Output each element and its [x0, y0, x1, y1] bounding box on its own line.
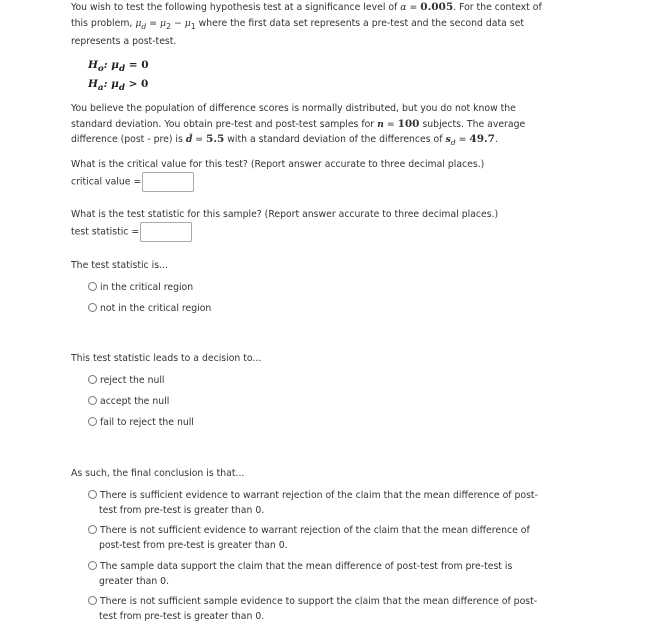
mu-symbol: μ: [184, 17, 191, 29]
equals-sign: =: [455, 134, 470, 145]
region-option[interactable]: [88, 280, 193, 295]
n-symbol: n: [377, 118, 384, 130]
critical-value-row: [71, 172, 194, 192]
hypothesis-value: = 0: [125, 59, 149, 71]
n-value: 100: [397, 117, 420, 130]
setup-paragraph: [71, 101, 661, 150]
radio-button[interactable]: [88, 525, 97, 534]
alpha-symbol: α: [400, 2, 407, 13]
conclusion-option[interactable]: [88, 488, 538, 518]
sd-subscript: d: [450, 137, 456, 147]
setup-line-2: [71, 117, 661, 133]
option-label: There is not sufficient sample evidence to support the claim that the mean difference of post-: [100, 596, 538, 607]
mu-subscript: d: [118, 83, 125, 94]
option-label: test from pre-test is greater than 0.: [99, 611, 265, 622]
mu-symbol: μ: [135, 17, 142, 29]
conclusion-option[interactable]: [88, 559, 512, 589]
minus-sign: −: [171, 17, 185, 29]
conclusion-option[interactable]: [88, 523, 530, 553]
h-symbol: H: [88, 78, 98, 91]
decision-option[interactable]: [88, 394, 169, 409]
option-label: test from pre-test is greater than 0.: [99, 505, 265, 516]
radio-button[interactable]: [88, 417, 97, 426]
option-label: post-test from pre-test is greater than 0.: [99, 540, 288, 551]
conclusion-question: As such, the final conclusion is that...: [71, 468, 245, 479]
mu-symbol: μ: [160, 17, 167, 29]
radio-button[interactable]: [88, 396, 97, 405]
h-symbol: H: [88, 59, 98, 71]
critical-value-question: What is the critical value for this test? (Report answer accurate to three decimal places.): [71, 159, 485, 170]
decision-question: This test statistic leads to a decision to...: [71, 353, 262, 364]
intro-text: where the first data set represents a pre-test and the second data set: [195, 17, 524, 29]
intro-line-2: [71, 16, 661, 34]
sd-value: 49.7: [469, 133, 495, 145]
setup-line-1: You believe the population of difference scores is normally distributed, but you do not know the: [71, 103, 516, 114]
setup-text: with a standard deviation of the differences of: [224, 134, 446, 145]
mu-text: : μ: [103, 59, 119, 71]
test-statistic-input[interactable]: [140, 222, 192, 242]
radio-button[interactable]: [88, 375, 97, 384]
mu-subscript: 2: [166, 21, 172, 31]
intro-paragraph: [71, 0, 661, 49]
dbar-value: 5.5: [206, 133, 225, 145]
radio-button[interactable]: [88, 303, 97, 312]
test-statistic-row: [71, 222, 192, 242]
intro-line-1: [71, 0, 661, 16]
test-statistic-label: test statistic =: [71, 226, 140, 238]
sd-symbol: s: [445, 134, 451, 145]
hypotheses-block: [88, 58, 149, 96]
h-subscript: a: [97, 83, 104, 94]
option-label: fail to reject the null: [100, 417, 194, 428]
option-label: not in the critical region: [100, 303, 212, 314]
critical-value-label: critical value =: [71, 176, 142, 188]
option-label: greater than 0.: [99, 576, 170, 587]
region-option[interactable]: [88, 301, 211, 316]
intro-text: this problem,: [71, 17, 136, 29]
intro-text: . For the context of: [453, 2, 542, 13]
setup-text: .: [494, 134, 498, 145]
alternative-hypothesis: [88, 77, 149, 96]
intro-text: You wish to test the following hypothesis test at a significance level of: [71, 2, 401, 13]
equals-sign: =: [192, 134, 207, 145]
setup-text: standard deviation. You obtain pre-test and post-test samples for: [71, 118, 378, 130]
conclusion-option[interactable]: [88, 594, 537, 624]
mu-subscript: d: [141, 21, 147, 31]
null-hypothesis: [88, 58, 149, 77]
radio-button[interactable]: [88, 561, 97, 570]
setup-line-3: [71, 132, 661, 150]
option-label: reject the null: [100, 375, 165, 386]
intro-line-3: represents a post-test.: [71, 35, 177, 47]
mu-subscript: d: [118, 64, 126, 75]
equals-sign: =: [383, 118, 398, 130]
equals-sign: =: [406, 2, 421, 13]
mu-text: : μ: [103, 78, 119, 91]
h-subscript: o: [97, 64, 104, 75]
decision-option[interactable]: [88, 415, 194, 430]
setup-text: subjects. The average: [419, 118, 526, 130]
decision-option[interactable]: [88, 373, 165, 388]
hypothesis-value: > 0: [124, 78, 149, 91]
equals-sign: =: [146, 17, 161, 29]
alpha-value: 0.005: [420, 1, 454, 13]
radio-button[interactable]: [88, 596, 97, 605]
mu-subscript: 1: [190, 21, 196, 31]
option-label: The sample data support the claim that the mean difference of post-test from pre-test is: [100, 561, 513, 572]
dbar-symbol: d̄: [185, 134, 193, 145]
radio-button[interactable]: [88, 282, 97, 291]
radio-button[interactable]: [88, 490, 97, 499]
option-label: in the critical region: [100, 282, 194, 293]
option-label: accept the null: [100, 396, 170, 407]
setup-text: difference (post - pre) is: [71, 134, 186, 145]
critical-value-input[interactable]: [142, 172, 194, 192]
region-question: The test statistic is...: [71, 260, 168, 271]
option-label: There is sufficient evidence to warrant rejection of the claim that the mean difference of post-: [100, 490, 538, 501]
test-statistic-question: What is the test statistic for this sample? (Report answer accurate to three decimal places.): [71, 209, 499, 220]
option-label: There is not sufficient evidence to warrant rejection of the claim that the mean difference of: [100, 525, 530, 536]
